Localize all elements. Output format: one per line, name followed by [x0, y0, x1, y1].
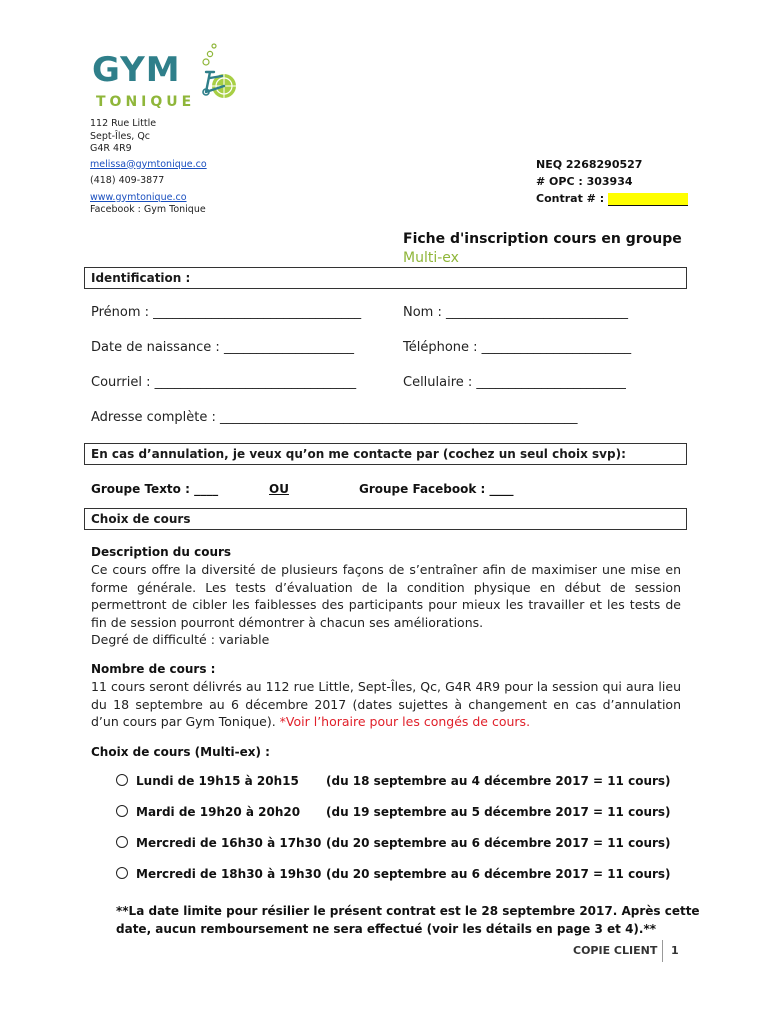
conges-note: *Voir l’horaire pour les congés de cours.	[279, 714, 531, 729]
identification-label: Identification :	[91, 271, 191, 285]
ou-label: OU	[269, 482, 289, 496]
form-title: Fiche d'inscription cours en groupe	[403, 231, 682, 247]
contrat-highlight[interactable]	[608, 193, 688, 206]
cellulaire-field[interactable]: Cellulaire : _______________________	[403, 375, 626, 390]
address-city: Sept-Îles, Qc	[90, 130, 151, 142]
email-link[interactable]: melissa@gymtonique.co	[90, 158, 207, 170]
email-field[interactable]: Courriel : _______________________________	[91, 375, 357, 390]
copie-client-label: COPIE CLIENT	[573, 944, 658, 957]
radio-circle-icon[interactable]	[116, 774, 128, 786]
page-number: 1	[671, 944, 679, 957]
radio-circle-icon[interactable]	[116, 836, 128, 848]
radio-circle-icon[interactable]	[116, 805, 128, 817]
groupe-facebook-field[interactable]: Groupe Facebook : ____	[359, 482, 514, 496]
facebook-text: Facebook : Gym Tonique	[90, 204, 206, 215]
annulation-label: En cas d’annulation, je veux qu’on me contacte par (cochez un seul choix svp):	[91, 447, 626, 461]
difficulty-text: Degré de difficulté : variable	[91, 632, 270, 647]
logo-gym-text: GYM	[92, 50, 181, 90]
choix-cours-label: Choix de cours	[91, 512, 191, 526]
course-option[interactable]	[116, 804, 676, 822]
course-dates: (du 20 septembre au 6 décembre 2017 = 11 cours)	[326, 836, 671, 850]
bicycle-icon	[184, 42, 240, 104]
course-dates: (du 19 septembre au 5 décembre 2017 = 11 cours)	[326, 805, 671, 819]
website-link[interactable]: www.gymtonique.co	[90, 191, 187, 203]
nombre-title: Nombre de cours :	[91, 662, 216, 676]
groupe-texto-field[interactable]: Groupe Texto : ____	[91, 482, 219, 496]
course-dates: (du 18 septembre au 4 décembre 2017 = 11 cours)	[326, 774, 671, 788]
contrat-label: Contrat # :	[536, 192, 605, 205]
warning-line-1: **La date limite pour résilier le présent contrat est le 28 septembre 2017. Après cette	[116, 904, 700, 918]
address-postal: G4R 4R9	[90, 143, 132, 154]
logo	[92, 50, 242, 114]
logo-tonique-text: TONIQUE	[96, 94, 196, 110]
course-time: Mardi de 19h20 à 20h20	[136, 805, 301, 819]
warning-line-2: date, aucun remboursement ne sera effectué (voir les détails en page 3 et 4).**	[116, 922, 657, 936]
choix-cours-header	[84, 508, 687, 530]
prenom-field[interactable]: Prénom : ________________________________	[91, 305, 362, 320]
phone-number: (418) 409-3877	[90, 175, 165, 186]
telephone-field[interactable]: Téléphone : _______________________	[403, 340, 632, 355]
nombre-description: 11 cours seront délivrés au 112 rue Little, Sept-Îles, Qc, G4R 4R9 pour la session qui aura lieu du 18 septembre au 6 décembre 2017 (dates sujettes à changement en cas d’annulation d’un cours par Gym Tonique).	[91, 679, 681, 729]
course-time: Mercredi de 16h30 à 17h30	[136, 836, 322, 850]
identification-header	[84, 267, 687, 289]
company-info	[536, 156, 688, 207]
description-text: Ce cours offre la diversité de plusieurs façons de s’entraîner afin de maximiser une mise en forme générale. Les tests d’évaluation de la condition physique en début de session permettront de cibler les faiblesses des participants pour mieux les travailler et les tests de fin de session pourront démontrer à chacun ses améliorations.	[91, 562, 681, 630]
course-dates: (du 20 septembre au 6 décembre 2017 = 11 cours)	[326, 867, 671, 881]
birthdate-field[interactable]: Date de naissance : ____________________	[91, 340, 354, 355]
radio-circle-icon[interactable]	[116, 867, 128, 879]
annulation-header	[84, 443, 687, 465]
nom-field[interactable]: Nom : ____________________________	[403, 305, 628, 320]
footer-divider	[662, 940, 663, 962]
course-time: Lundi de 19h15 à 20h15	[136, 774, 299, 788]
opc-number: # OPC : 303934	[536, 175, 633, 188]
course-option[interactable]	[116, 835, 676, 853]
nombre-text	[91, 678, 681, 731]
address-block	[90, 118, 207, 217]
contrat-field	[536, 190, 688, 207]
address-street: 112 Rue Little	[90, 118, 157, 129]
neq-number: NEQ 2268290527	[536, 158, 643, 171]
description-title: Description du cours	[91, 545, 232, 559]
form-subtitle: Multi-ex	[403, 250, 459, 266]
address-field[interactable]: Adresse complète : _______________________________________________________	[91, 410, 578, 425]
course-time: Mercredi de 18h30 à 19h30	[136, 867, 322, 881]
choix-multiex-title: Choix de cours (Multi-ex) :	[91, 745, 270, 759]
course-option[interactable]	[116, 773, 676, 791]
course-option[interactable]	[116, 866, 676, 884]
